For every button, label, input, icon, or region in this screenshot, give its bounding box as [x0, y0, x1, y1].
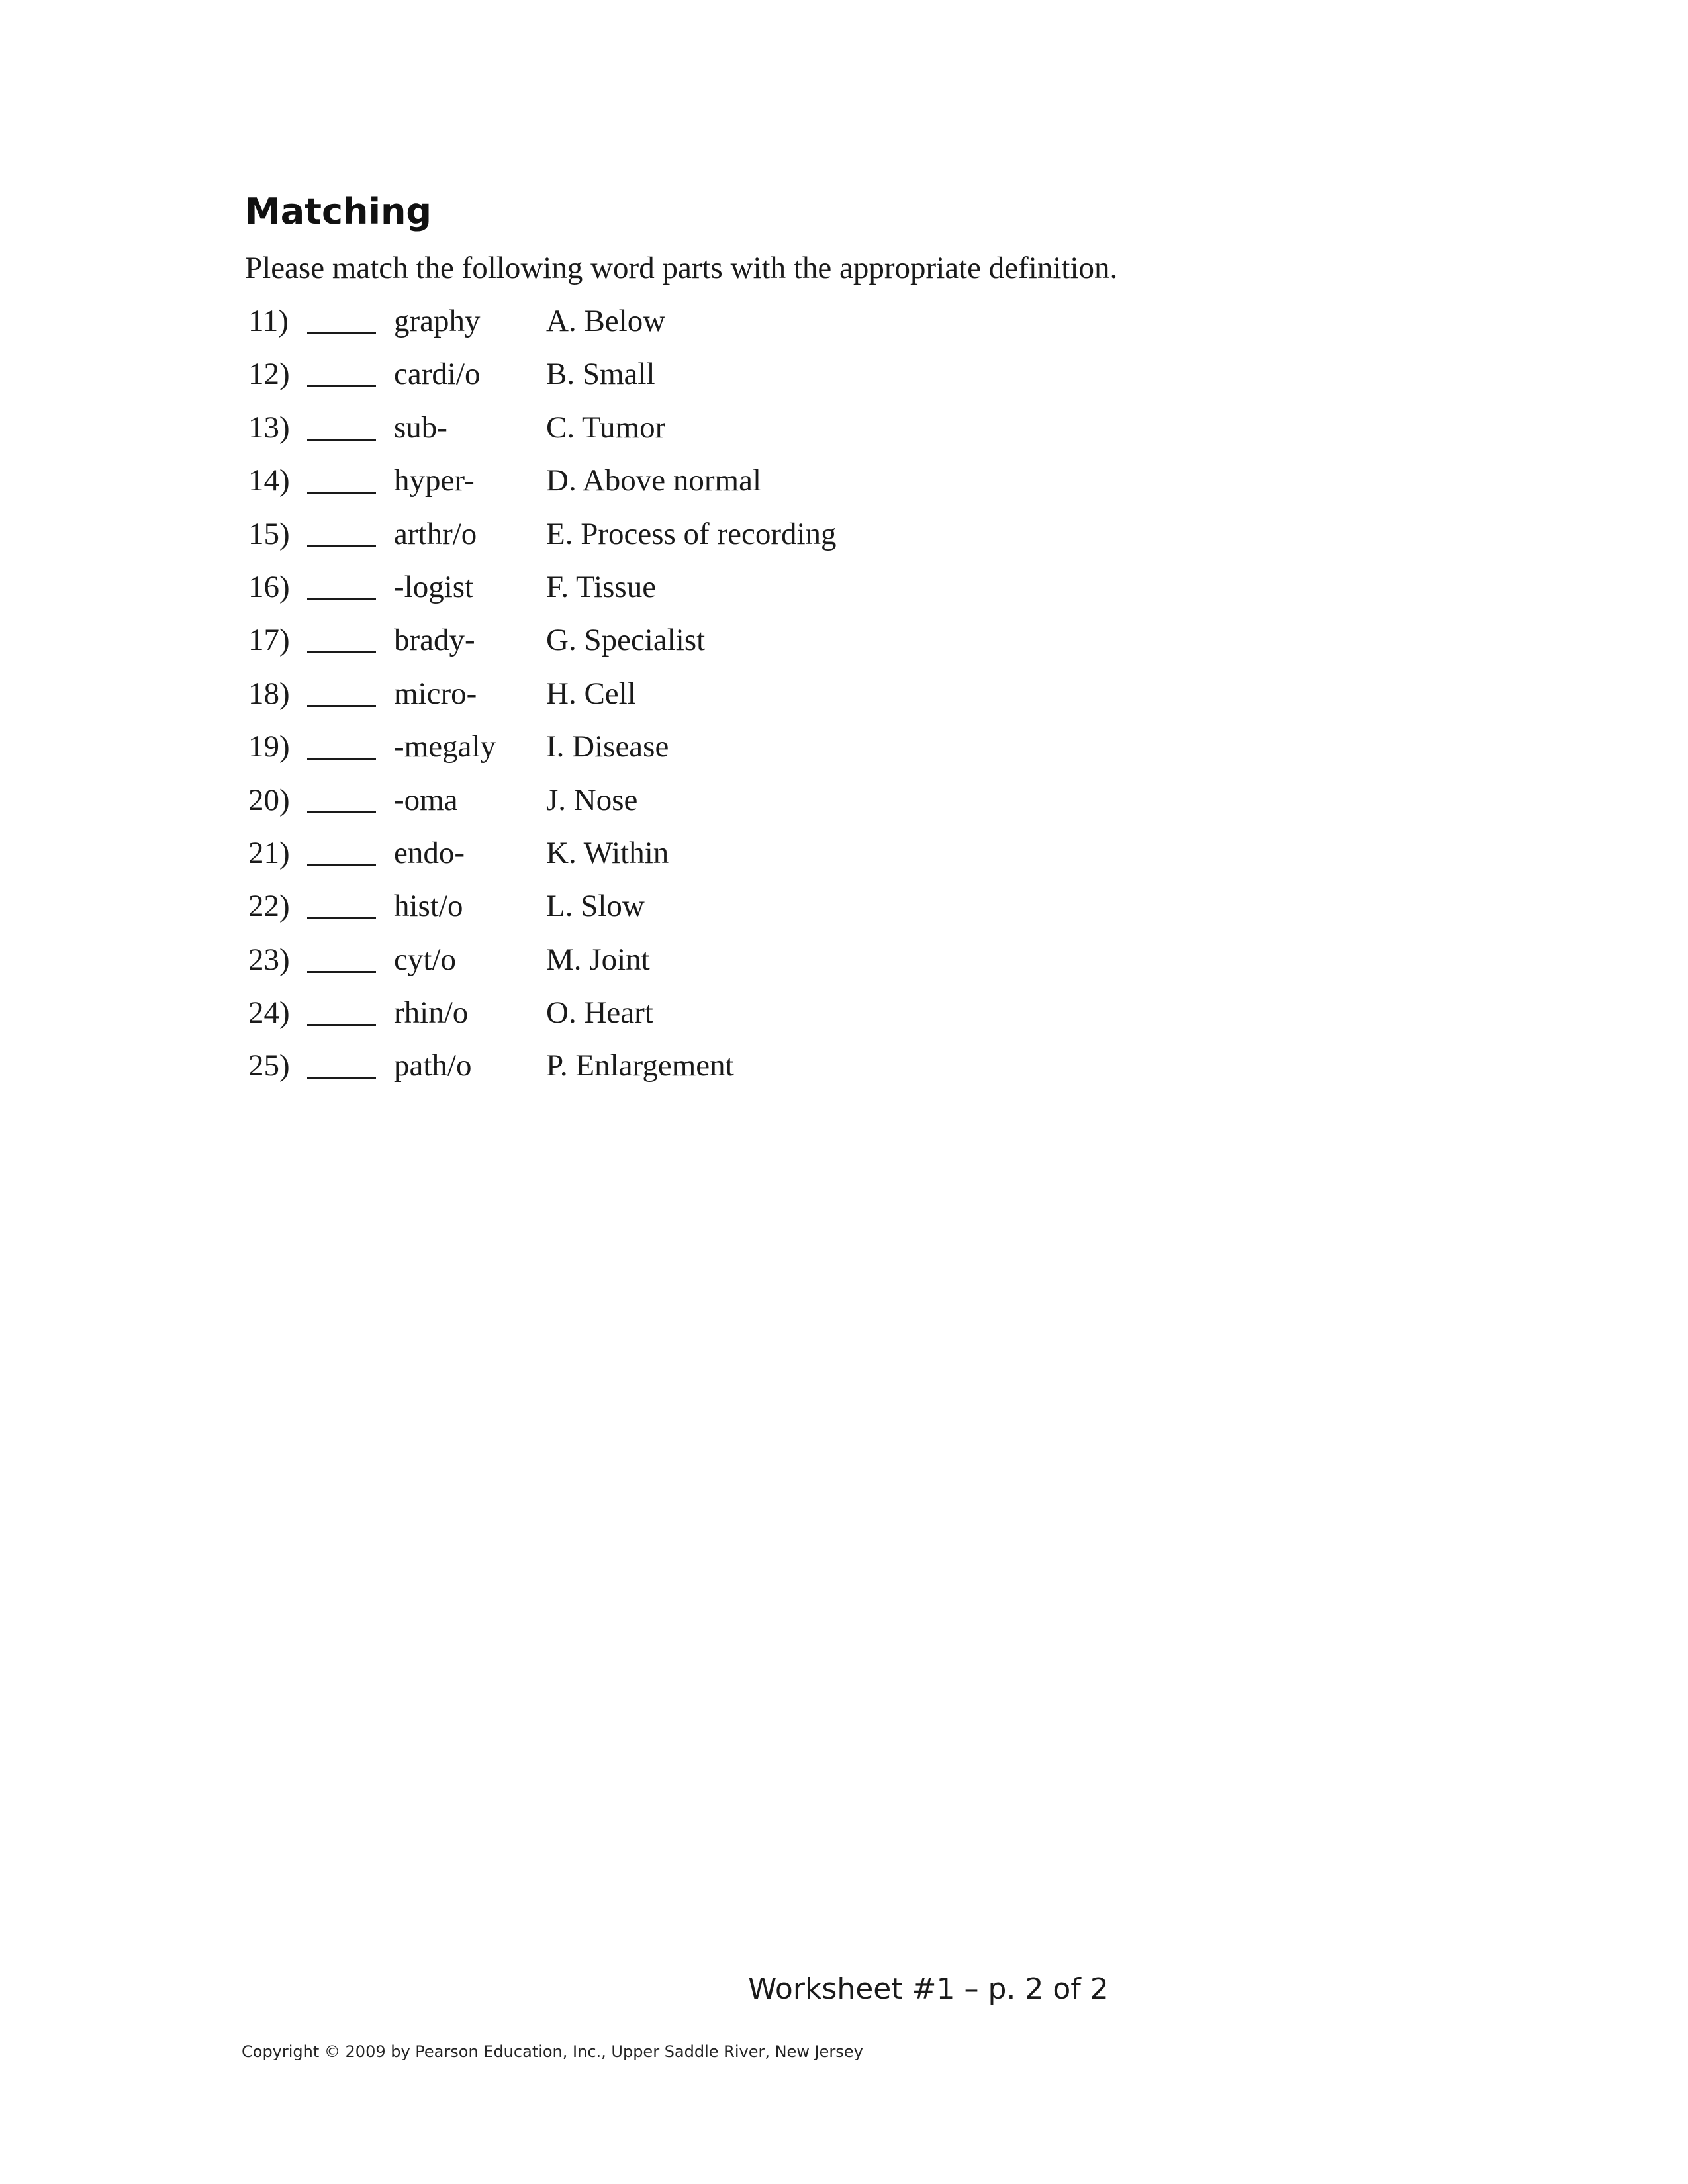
word-part: micro- — [394, 676, 477, 711]
matching-row — [245, 356, 1172, 409]
answer-blank — [307, 332, 376, 334]
question-number: 20) — [248, 782, 290, 817]
definition: H. Cell — [546, 676, 636, 711]
question-number: 21) — [248, 835, 290, 870]
answer-blank — [307, 811, 376, 813]
answer-blank — [307, 439, 376, 441]
answer-blank — [307, 651, 376, 653]
question-number: 17) — [248, 623, 290, 658]
question-number: 13) — [248, 410, 290, 445]
definition: F. Tissue — [546, 569, 657, 604]
matching-row — [245, 888, 1172, 941]
question-number: 25) — [248, 1048, 290, 1083]
definition: D. Above normal — [546, 463, 762, 498]
matching-row — [245, 622, 1172, 675]
answer-blank — [307, 545, 376, 547]
definition: O. Heart — [546, 995, 653, 1030]
question-number: 15) — [248, 516, 290, 551]
question-number: 19) — [248, 729, 290, 764]
answer-blank — [307, 705, 376, 707]
word-part: -logist — [394, 569, 474, 604]
definition: I. Disease — [546, 729, 669, 764]
word-part: endo- — [394, 835, 465, 870]
question-number: 22) — [248, 889, 290, 924]
word-part: -oma — [394, 782, 458, 817]
definition: L. Slow — [546, 889, 645, 924]
word-part: arthr/o — [394, 516, 477, 551]
answer-blank — [307, 598, 376, 600]
definition: E. Process of recording — [546, 516, 837, 551]
section-title: Matching — [245, 191, 432, 232]
definition: K. Within — [546, 835, 669, 870]
word-part: graphy — [394, 304, 481, 338]
matching-row — [245, 569, 1172, 622]
definition: A. Below — [546, 304, 666, 338]
answer-blank — [307, 917, 376, 919]
question-number: 12) — [248, 357, 290, 392]
definition: C. Tumor — [546, 410, 666, 445]
matching-row — [245, 995, 1172, 1048]
matching-row — [245, 410, 1172, 463]
answer-blank — [307, 1077, 376, 1079]
word-part: cardi/o — [394, 357, 481, 392]
question-number: 23) — [248, 942, 290, 977]
matching-row — [245, 303, 1172, 356]
matching-row — [245, 729, 1172, 782]
matching-row — [245, 835, 1172, 888]
answer-blank — [307, 385, 376, 387]
answer-blank — [307, 1024, 376, 1026]
matching-row — [245, 782, 1172, 835]
definition: M. Joint — [546, 942, 650, 977]
word-part: path/o — [394, 1048, 472, 1083]
definition: P. Enlargement — [546, 1048, 734, 1083]
matching-row — [245, 463, 1172, 516]
question-number: 18) — [248, 676, 290, 711]
answer-blank — [307, 971, 376, 973]
question-number: 16) — [248, 569, 290, 604]
word-part: brady- — [394, 623, 475, 658]
word-part: cyt/o — [394, 942, 456, 977]
question-number: 11) — [248, 304, 289, 338]
matching-row — [245, 942, 1172, 995]
matching-row — [245, 1048, 1172, 1101]
definition: G. Specialist — [546, 623, 706, 658]
copyright-notice: Copyright © 2009 by Pearson Education, Inc., Upper Saddle River, New Jersey — [242, 2042, 863, 2061]
definition: B. Small — [546, 357, 655, 392]
answer-blank — [307, 758, 376, 760]
question-number: 14) — [248, 463, 290, 498]
answer-blank — [307, 492, 376, 494]
instructions-text: Please match the following word parts with the appropriate definition. — [245, 251, 1118, 285]
word-part: sub- — [394, 410, 447, 445]
answer-blank — [307, 864, 376, 866]
word-part: hist/o — [394, 889, 463, 924]
matching-row — [245, 516, 1172, 569]
definition: J. Nose — [546, 782, 638, 817]
word-part: -megaly — [394, 729, 496, 764]
matching-row — [245, 676, 1172, 729]
matching-list — [245, 303, 1172, 1101]
word-part: hyper- — [394, 463, 475, 498]
word-part: rhin/o — [394, 995, 469, 1030]
question-number: 24) — [248, 995, 290, 1030]
page-label: Worksheet #1 – p. 2 of 2 — [748, 1972, 1109, 2006]
